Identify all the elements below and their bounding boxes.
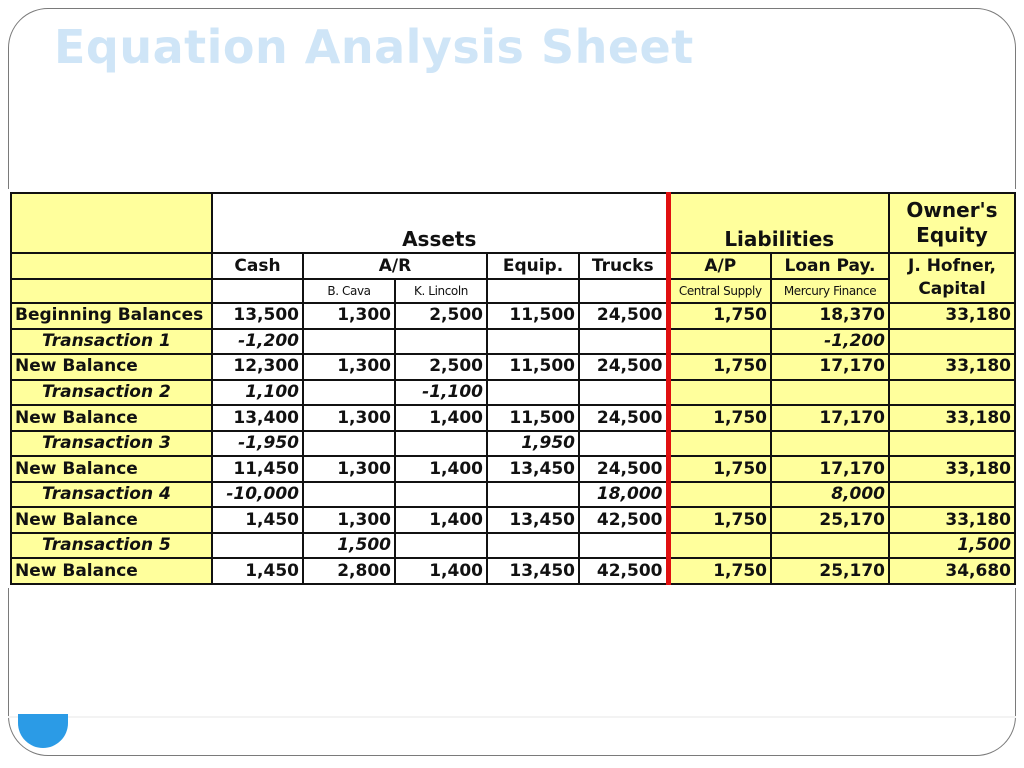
transaction-row [11, 431, 1015, 457]
table-cell: 13,450 [487, 558, 579, 584]
col-header-capital: J. Hofner, Capital [889, 253, 1015, 303]
table-cell [395, 533, 487, 559]
row-label: Transaction 5 [11, 533, 212, 559]
table-cell [771, 431, 889, 457]
row-label: New Balance [11, 354, 212, 380]
table-cell: 24,500 [579, 354, 668, 380]
table-cell: 1,300 [303, 303, 395, 329]
table-cell: 13,450 [487, 507, 579, 533]
table-cell: 33,180 [889, 405, 1015, 431]
table-cell: 1,750 [668, 405, 771, 431]
table-cell [889, 329, 1015, 355]
row-label: Transaction 3 [11, 431, 212, 457]
table-cell: 24,500 [579, 456, 668, 482]
table-cell: 1,750 [668, 303, 771, 329]
slide-footer-band [8, 716, 1016, 718]
table-cell: 11,500 [487, 303, 579, 329]
table-cell [579, 380, 668, 406]
table-cell [889, 380, 1015, 406]
balance-row [11, 456, 1015, 482]
row-label: New Balance [11, 456, 212, 482]
row-label: Transaction 2 [11, 380, 212, 406]
table-cell: -1,100 [395, 380, 487, 406]
equation-analysis-table [10, 192, 1016, 585]
row-label: Beginning Balances [11, 303, 212, 329]
table-cell: 1,400 [395, 456, 487, 482]
table-cell: 24,500 [579, 303, 668, 329]
table-cell [579, 431, 668, 457]
subheader-central-supply: Central Supply [668, 279, 771, 303]
table-cell: 1,500 [303, 533, 395, 559]
balance-row [11, 507, 1015, 533]
subheader-empty-cell [212, 279, 303, 303]
table-cell: 1,450 [212, 507, 303, 533]
table-cell [395, 329, 487, 355]
assets-header: Assets [212, 193, 668, 253]
table-cell: 1,400 [395, 558, 487, 584]
col-header-ap: A/P [668, 253, 771, 279]
balance-row [11, 354, 1015, 380]
table-cell: 17,170 [771, 456, 889, 482]
balance-row [11, 558, 1015, 584]
table-cell [668, 431, 771, 457]
row-label: Transaction 1 [11, 329, 212, 355]
table-cell: 2,500 [395, 354, 487, 380]
table-cell [487, 482, 579, 508]
table-cell [303, 431, 395, 457]
subheader-b-cava: B. Cava [303, 279, 395, 303]
col-header-cash: Cash [212, 253, 303, 279]
transaction-row [11, 329, 1015, 355]
row-label: New Balance [11, 507, 212, 533]
subheader-k-lincoln: K. Lincoln [395, 279, 487, 303]
table-cell: -1,200 [212, 329, 303, 355]
table-cell: 1,400 [395, 507, 487, 533]
table-cell: 17,170 [771, 354, 889, 380]
table-cell [579, 533, 668, 559]
table-cell: 24,500 [579, 405, 668, 431]
table-cell: 1,100 [212, 380, 303, 406]
table-cell: 33,180 [889, 507, 1015, 533]
transaction-row [11, 482, 1015, 508]
row-label: New Balance [11, 405, 212, 431]
page-title: Equation Analysis Sheet [54, 20, 694, 74]
table-cell: 13,450 [487, 456, 579, 482]
table-cell [395, 431, 487, 457]
equation-analysis-table-container [7, 189, 1018, 588]
table-cell: 8,000 [771, 482, 889, 508]
table-cell: 1,450 [212, 558, 303, 584]
table-cell: 34,680 [889, 558, 1015, 584]
table-cell: 1,500 [889, 533, 1015, 559]
table-cell: 13,500 [212, 303, 303, 329]
transaction-row [11, 533, 1015, 559]
table-cell: 1,400 [395, 405, 487, 431]
table-cell: 33,180 [889, 303, 1015, 329]
table-cell: 1,750 [668, 354, 771, 380]
table-cell [668, 533, 771, 559]
table-cell: 18,000 [579, 482, 668, 508]
table-cell: 1,300 [303, 456, 395, 482]
table-cell: 33,180 [889, 354, 1015, 380]
col-header-trucks: Trucks [579, 253, 668, 279]
table-cell [303, 482, 395, 508]
liabilities-header: Liabilities [668, 193, 889, 253]
col-header-loan: Loan Pay. [771, 253, 889, 279]
row-label: Transaction 4 [11, 482, 212, 508]
table-cell: 11,450 [212, 456, 303, 482]
table-cell [889, 431, 1015, 457]
table-cell: -1,950 [212, 431, 303, 457]
table-cell [579, 329, 668, 355]
subheader-empty-cell [487, 279, 579, 303]
row-label: New Balance [11, 558, 212, 584]
table-cell: 33,180 [889, 456, 1015, 482]
table-cell: 1,300 [303, 405, 395, 431]
subheader-mercury-finance: Mercury Finance [771, 279, 889, 303]
table-cell: 17,170 [771, 405, 889, 431]
table-cell [889, 482, 1015, 508]
table-cell: 1,750 [668, 507, 771, 533]
table-cell [303, 329, 395, 355]
subheader-empty-cell [579, 279, 668, 303]
transaction-row [11, 380, 1015, 406]
col-header-ar: A/R [303, 253, 487, 279]
table-cell: -1,200 [771, 329, 889, 355]
table-cell: 2,800 [303, 558, 395, 584]
table-cell [771, 533, 889, 559]
table-cell: 18,370 [771, 303, 889, 329]
table-cell [395, 482, 487, 508]
table-cell: 25,170 [771, 558, 889, 584]
col-header-equip: Equip. [487, 253, 579, 279]
table-cell: 1,300 [303, 354, 395, 380]
table-cell: 25,170 [771, 507, 889, 533]
table-cell [668, 380, 771, 406]
balance-row [11, 405, 1015, 431]
table-cell [212, 533, 303, 559]
table-cell: 13,400 [212, 405, 303, 431]
header-label-cell [11, 253, 212, 279]
table-cell [487, 329, 579, 355]
table-cell [668, 329, 771, 355]
table-cell: 11,500 [487, 354, 579, 380]
header-label-cell [11, 193, 212, 253]
balance-row [11, 303, 1015, 329]
table-cell: 2,500 [395, 303, 487, 329]
table-cell [303, 380, 395, 406]
table-cell [487, 533, 579, 559]
table-cell: 1,750 [668, 456, 771, 482]
table-cell: 1,300 [303, 507, 395, 533]
table-cell: -10,000 [212, 482, 303, 508]
table-cell: 1,750 [668, 558, 771, 584]
table-cell: 42,500 [579, 558, 668, 584]
table-cell: 12,300 [212, 354, 303, 380]
table-cell [668, 482, 771, 508]
table-cell: 42,500 [579, 507, 668, 533]
table-cell [487, 380, 579, 406]
header-label-cell [11, 279, 212, 303]
table-cell: 1,950 [487, 431, 579, 457]
table-cell [771, 380, 889, 406]
owners-equity-header: Owner's Equity [889, 193, 1015, 253]
table-cell: 11,500 [487, 405, 579, 431]
